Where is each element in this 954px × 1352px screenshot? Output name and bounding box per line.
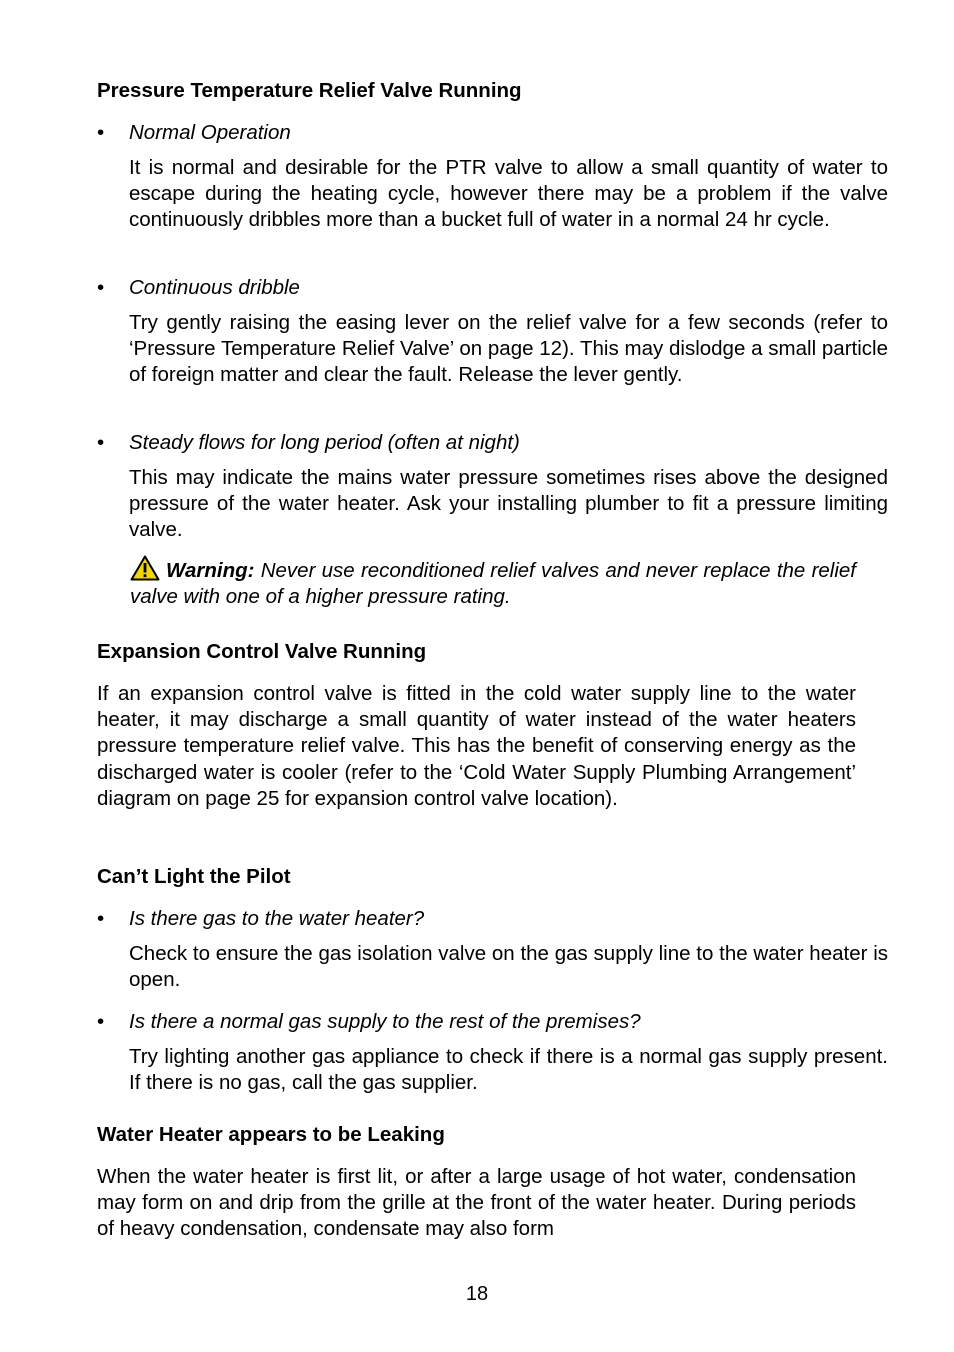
- list-item-body: It is normal and desirable for the PTR valve to allow a small quantity of water to escape during the heating cycle, however there may be a problem if the valve continuously dribbles more than a bucket full of water in a normal 24 hr cycle.: [129, 156, 888, 232]
- bullet-icon: •: [97, 1010, 105, 1033]
- list-item-body: Check to ensure the gas isolation valve on the gas supply line to the water heater is open.: [129, 942, 888, 992]
- bullet-icon: •: [97, 431, 105, 454]
- section-paragraph-expansion-valve: If an expansion control valve is fitted in the cold water supply line to the water heater, it may discharge a small quantity of water instead of the water heaters pressure temperature relief valve. This has the benefit of conserving energy as the discharged water is cooler (refer to the ‘Cold Water Supply Plumbing Arrangement’ diagram on page 25 for expansion control valve location).: [97, 682, 856, 810]
- list-item-continuous-dribble: [97, 275, 888, 389]
- list-item-normal-operation: [97, 120, 888, 234]
- warning-text: Never use reconditioned relief valves and never replace the relief valve with one of a higher pressure rating.: [130, 559, 857, 609]
- bullet-icon: •: [97, 276, 105, 299]
- warning-triangle-icon: [130, 555, 160, 581]
- list-item-normal-gas-supply: [97, 1009, 888, 1096]
- section-paragraph-leaking: When the water heater is first lit, or after a large usage of hot water, condensation may form on and drip from the grille at the front of the water heater. During periods of heavy condensation, condensate may also form: [97, 1165, 856, 1241]
- list-item-body: Try gently raising the easing lever on the relief valve for a few seconds (refer to ‘Pressure Temperature Relief Valve’ on page 12). This may dislodge a small particle of foreign matter and clear the fault. Release the lever gently.: [129, 311, 888, 387]
- section-heading-leaking: Water Heater appears to be Leaking: [97, 1123, 445, 1146]
- warning-label: Warning:: [166, 559, 255, 582]
- list-item-title: Is there gas to the water heater?: [129, 907, 425, 930]
- section-heading-pilot: Can’t Light the Pilot: [97, 865, 291, 888]
- page-number: 18: [465, 1283, 489, 1305]
- list-item-body: This may indicate the mains water pressure sometimes rises above the designed pressure of the water heater. Ask your installing plumber to fit a pressure limiting valve.: [129, 466, 888, 542]
- warning-note: [97, 555, 856, 610]
- list-item-title: Is there a normal gas supply to the rest of the premises?: [129, 1010, 641, 1033]
- list-item-title: Steady flows for long period (often at night): [129, 431, 520, 454]
- list-item-title: Normal Operation: [129, 121, 291, 144]
- list-item-steady-flows: [97, 430, 888, 544]
- section-heading-ptr-valve: Pressure Temperature Relief Valve Running: [97, 79, 522, 102]
- bullet-icon: •: [97, 907, 105, 930]
- section-heading-expansion-valve: Expansion Control Valve Running: [97, 640, 427, 663]
- list-item-gas-to-heater: [97, 906, 888, 993]
- bullet-icon: •: [97, 121, 105, 144]
- list-item-body: Try lighting another gas appliance to check if there is a normal gas supply present. If there is no gas, call the gas supplier.: [129, 1045, 888, 1095]
- list-item-title: Continuous dribble: [129, 276, 300, 299]
